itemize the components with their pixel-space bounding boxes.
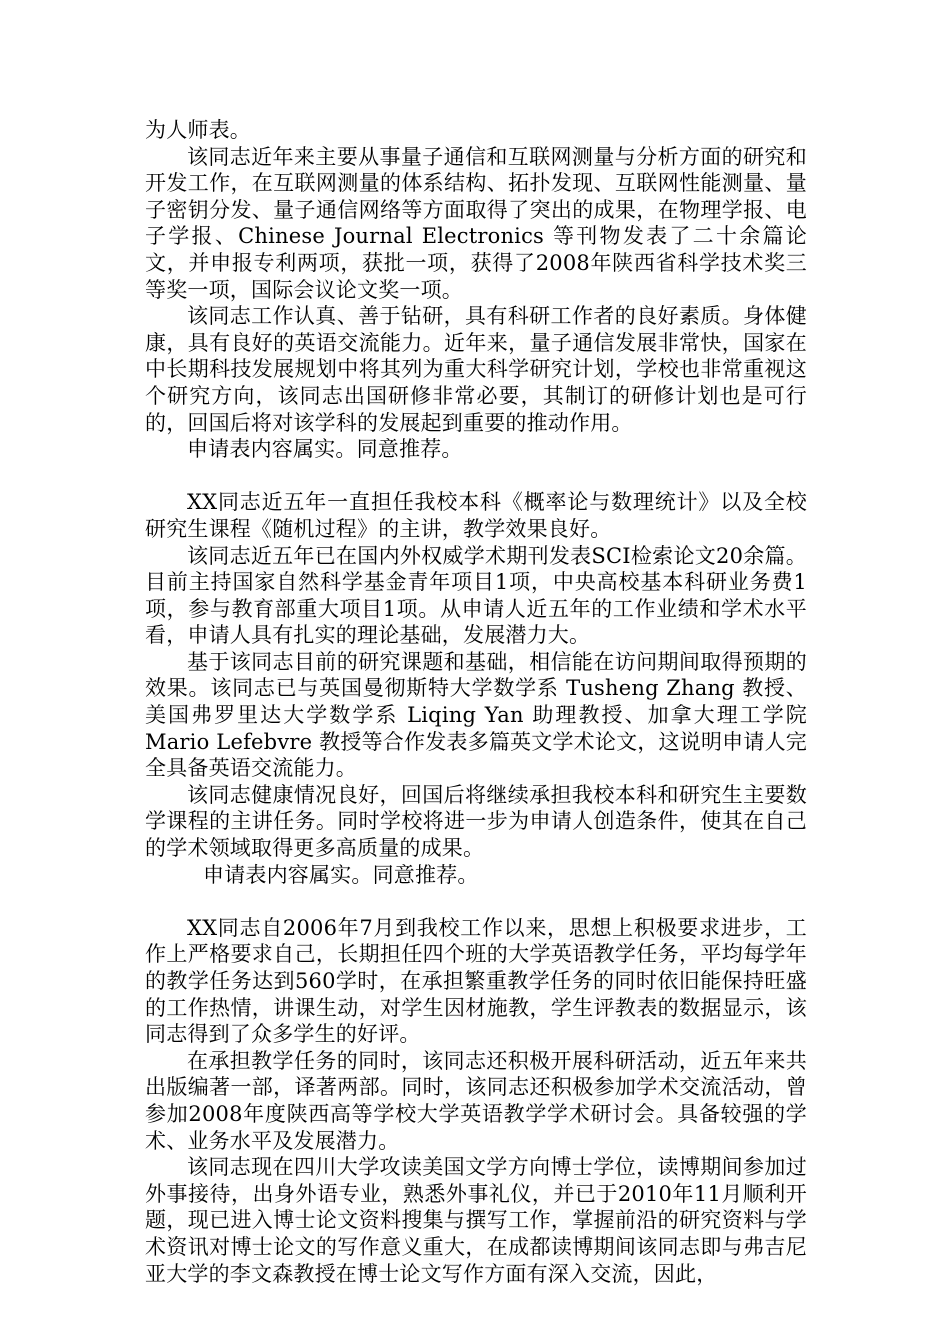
paragraph-s1-p3: 该同志工作认真、善于钻研，具有科研工作者的良好素质。身体健康，具有良好的英语交流能力。近年来，量子通信发展非常快，国家在中长期科技发展规划中将其列为重大科学研究计划，学校也非常重视这个研究方向，该同志出国研修非常必要，其制订的研修计划也是可行的，回国后将对该学科的发展起到重要的推动作用。: [145, 304, 807, 435]
paragraph-s3-p1: XX同志自2006年7月到我校工作以来，思想上积极要求进步，工作上严格要求自己，长期担任四个班的大学英语教学任务，平均每学年的教学任务达到560学时，在承担繁重教学任务的同时依旧能保持旺盛的工作热情，讲课生动，对学生因材施教，学生评教表的数据显示，该同志得到了众多学生的好评。: [145, 915, 807, 1047]
paragraph-spacer: [145, 888, 807, 915]
paragraph-s1-p1: 为人师表。: [145, 118, 251, 142]
document-body: [145, 117, 807, 1287]
paragraph-s2-p3: 基于该同志目前的研究课题和基础，相信能在访问期间取得预期的效果。该同志已与英国曼彻斯特大学数学系 Tusheng Zhang 教授、美国弗罗里达大学数学系 Liqing Yan 助理教授、加拿大理工学院 Mario Lefebvre 教授等合作发表多篇英文学术论文，这说明申请人完全具备英语交流能力。: [145, 649, 807, 781]
paragraph-s1-p4: 申请表内容属实。同意推荐。: [187, 437, 463, 462]
paragraph-s2-p1: XX同志近五年一直担任我校本科《概率论与数理统计》以及全校研究生课程《随机过程》的主讲，教学效果良好。: [145, 490, 807, 541]
paragraph-s2-p2: 该同志近五年已在国内外权威学术期刊发表SCI检索论文20余篇。目前主持国家自然科学基金青年项目1项，中央高校基本科研业务费1项，参与教育部重大项目1项。从申请人近五年的工作业绩和学术水平看，申请人具有扎实的理论基础，发展潜力大。: [145, 543, 807, 648]
paragraph-s2-p5: 申请表内容属实。同意推荐。: [203, 862, 479, 887]
paragraph-s3-p2: 在承担教学任务的同时，该同志还积极开展科研活动，近五年来共出版编著一部，译著两部。同时，该同志还积极参加学术交流活动，曾参加2008年度陕西高等学校大学英语教学学术研讨会。具备较强的学术、业务水平及发展潜力。: [145, 1048, 807, 1153]
paragraph-s2-p4: 该同志健康情况良好，回国后将继续承担我校本科和研究生主要数学课程的主讲任务。同时学校将进一步为申请人创造条件，使其在自己的学术领域取得更多高质量的成果。: [145, 782, 807, 861]
paragraph-s3-p3: 该同志现在四川大学攻读美国文学方向博士学位，读博期间参加过外事接待，出身外语专业，熟悉外事礼仪，并已于2010年11月顺利开题，现已进入博士论文资料搜集与撰写工作，掌握前沿的研究资料与学术资讯对博士论文的写作意义重大，在成都读博期间该同志即与弗吉尼亚大学的李文森教授在博士论文写作方面有深入交流，因此，: [145, 1155, 807, 1286]
paragraph-s1-p2: 该同志近年来主要从事量子通信和互联网测量与分析方面的研究和开发工作，在互联网测量的体系结构、拓扑发现、互联网性能测量、量子密钥分发、量子通信网络等方面取得了突出的成果，在物理学报、电子学报、Chinese Journal Electronics 等刊物发表了二十余篇论文，并申报专利两项，获批一项，获得了2008年陕西省科学技术奖三等奖一项，国际会议论文奖一项。: [145, 144, 807, 302]
paragraph-spacer: [145, 463, 807, 490]
